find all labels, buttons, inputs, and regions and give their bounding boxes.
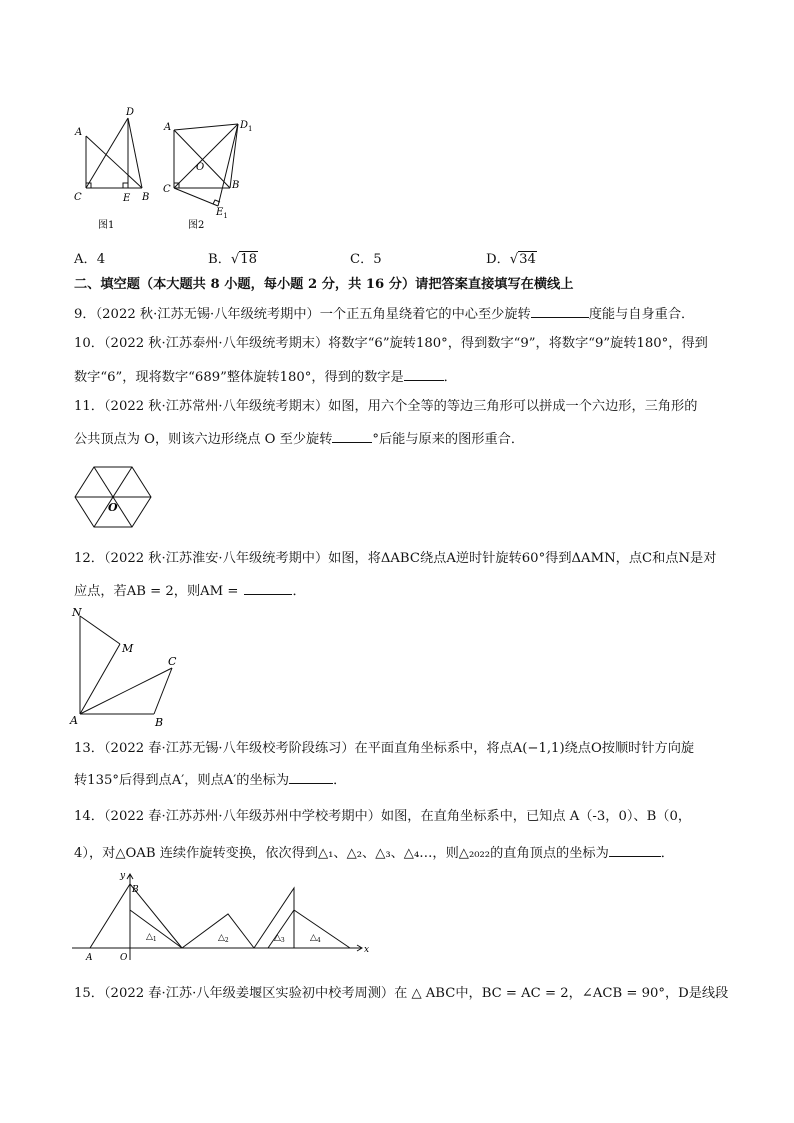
option-b xyxy=(208,248,258,267)
q13-text: 转135°后得到点A′，则点A′的坐标为 xyxy=(74,773,290,788)
fig1-label-E: E xyxy=(123,193,131,204)
question-9 xyxy=(74,305,694,324)
fig2-caption: 图2 xyxy=(188,220,205,231)
q14-text-end: ． xyxy=(660,846,674,861)
q12-label-A: A xyxy=(70,714,78,727)
sqrt-icon: √18 xyxy=(230,252,258,267)
option-d-radicand: 34 xyxy=(519,252,536,267)
q14-label-t2: $\triangle_2$ xyxy=(218,933,229,944)
fig2-label-E1: $E_1$ xyxy=(216,207,228,220)
question-12-line1: 12．（2022 秋·江苏淮安·八年级统考期中）如图，将ΔABC绕点A逆时针旋转60°得到ΔAMN，点C和点N是对 xyxy=(74,551,717,566)
option-b-prefix: B． xyxy=(208,252,231,267)
question-14-line2 xyxy=(74,844,674,863)
q14-label-t4: $\triangle_4$ xyxy=(310,933,321,944)
q14-label-x: x xyxy=(364,945,370,955)
fig2-label-B: B xyxy=(232,180,240,191)
q11-text: 公共顶点为 O，则该六边形绕点 O 至少旋转 xyxy=(74,432,333,447)
fig1-label-B: B xyxy=(142,192,150,203)
q14-label-t3: $\triangle_3$ xyxy=(274,933,285,944)
answer-blank[interactable] xyxy=(531,305,589,318)
figure-1-lines xyxy=(86,118,142,188)
hexagon-figure xyxy=(74,464,154,530)
fig2-label-A: A xyxy=(164,122,172,133)
q13-text-end: ． xyxy=(333,773,347,788)
option-b-radicand: 18 xyxy=(240,252,258,267)
q10-text-end: ． xyxy=(443,370,457,385)
option-a: A．4 xyxy=(74,252,106,267)
question-13-line2 xyxy=(74,771,346,790)
q12-label-N: N xyxy=(72,606,82,619)
question-14-line1: 14．（2022 春·江苏苏州·八年级苏州中学校考期中）如图，在直角坐标系中，已知点 A（-3，0）、B（0， xyxy=(74,809,692,824)
option-c: C．5 xyxy=(350,252,382,267)
q14-text: 4），对△OAB 连续作旋转变换，依次得到△₁、△₂、△₃、△₄…，则△₂₀₂₂的直角顶点的坐标为 xyxy=(74,846,609,861)
q12-text-end: ． xyxy=(292,584,306,599)
question-12-line2 xyxy=(74,582,306,601)
fig1-label-A: A xyxy=(75,127,83,138)
q14-label-B: B xyxy=(132,885,139,895)
question-10-line2 xyxy=(74,368,457,387)
fig2-label-C: C xyxy=(163,184,171,195)
q14-label-t1: $\triangle_1$ xyxy=(146,932,157,943)
answer-blank[interactable] xyxy=(332,430,372,443)
figure-1-2 xyxy=(70,104,270,234)
q9-text: 9．（2022 秋·江苏无锡·八年级统考期中）一个正五角星绕着它的中心至少旋转 xyxy=(74,307,531,322)
question-10-line1: 10．（2022 秋·江苏泰州·八年级统考期末）将数字“6”旋转180°，得到数字“9”，将数字“9”旋转180°，得到 xyxy=(74,336,708,351)
figure-2-lines xyxy=(174,124,238,206)
question-13-line1: 13．（2022 春·江苏无锡·八年级校考阶段练习）在平面直角坐标系中，将点A(−1,1)绕点O按顺时针方向旋 xyxy=(74,741,695,756)
fig1-caption: 图1 xyxy=(98,220,115,231)
q9-text-end: 度能与自身重合． xyxy=(588,307,695,322)
answer-blank[interactable] xyxy=(404,368,444,381)
question-11-line2 xyxy=(74,430,524,449)
q10-text: 数字“6”，现将数字“689”整体旋转180°，得到的数字是 xyxy=(74,370,404,385)
answer-blank[interactable] xyxy=(244,582,292,595)
q12-label-B: B xyxy=(155,716,164,728)
hexagon-lines xyxy=(75,467,151,527)
option-d-prefix: D． xyxy=(486,252,510,267)
question-15-line1: 15．（2022 春·江苏·八年级姜堰区实验初中校考周测）在 △ ABC中，BC = AC = 2，∠ACB = 90°，D是线段 xyxy=(74,986,729,1001)
q12-lines xyxy=(80,616,172,714)
hexagon-label-O: O xyxy=(108,501,118,514)
sqrt-icon: √34 xyxy=(509,252,536,267)
q14-figure xyxy=(68,868,378,966)
option-d xyxy=(486,248,537,267)
fig2-label-O: O xyxy=(196,162,205,173)
fig2-label-D1: $D_1$ xyxy=(240,120,253,133)
q11-text-end: °后能与原来的图形重合． xyxy=(372,432,525,447)
q14-label-y: y xyxy=(120,871,126,881)
answer-blank[interactable] xyxy=(609,844,661,857)
q14-axes xyxy=(72,874,362,960)
fig1-label-C: C xyxy=(74,192,82,203)
q12-text: 应点，若AB = 2，则AM = xyxy=(74,584,239,599)
section-2-heading: 二、填空题（本大题共 8 小题，每小题 2 分，共 16 分）请把答案直接填写在横线上 xyxy=(74,277,574,292)
q12-label-M: M xyxy=(122,642,134,655)
q14-label-A: A xyxy=(86,953,93,963)
q12-figure xyxy=(68,604,188,728)
fig1-label-D: D xyxy=(126,107,135,118)
answer-blank[interactable] xyxy=(289,771,333,784)
question-11-line1: 11．（2022 秋·江苏常州·八年级统考期末）如图，用六个全等的等边三角形可以拼成一个六边形，三角形的 xyxy=(74,399,698,414)
q14-label-O: O xyxy=(120,953,128,963)
q12-label-C: C xyxy=(168,655,177,668)
